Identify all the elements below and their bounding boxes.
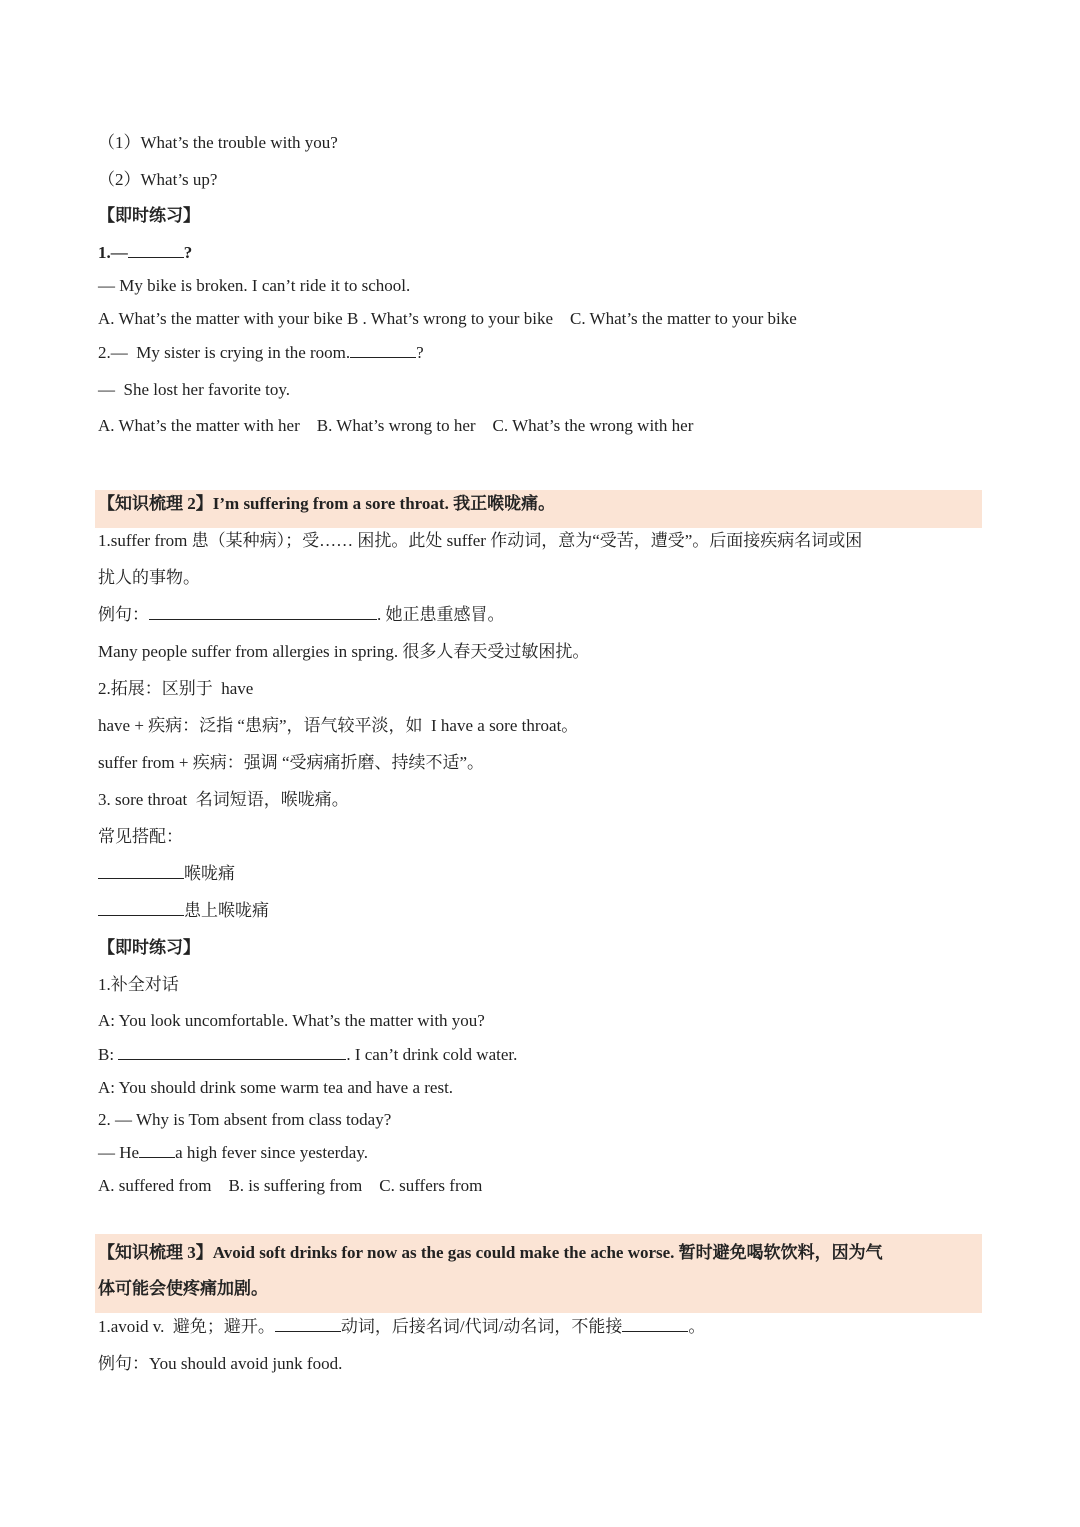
answer-blank (128, 241, 184, 258)
example-sentence-2: Many people suffer from allergies in spring. 很多人春天受过敏困扰。 (98, 642, 590, 661)
practice-2-question-2-answer (98, 1141, 368, 1165)
question-2-prefix: 2.— My sister is crying in the room. (98, 343, 351, 362)
answer-blank (118, 1043, 346, 1060)
question-1-options: A. What’s the matter with your bike B . What’s wrong to your bike C. What’s the matter to your bike (98, 309, 797, 328)
question-1-prefix: 1.— (98, 243, 128, 262)
answer-blank (275, 1315, 341, 1332)
dialog-b-suffix: . I can’t drink cold water. (346, 1045, 518, 1064)
answer-blank (98, 899, 184, 916)
q2-answer-suffix: a high fever since yesterday. (175, 1143, 368, 1162)
practice-heading-2: 【即时练习】 (98, 938, 200, 957)
collocation-2-text: 患上喉咙痛 (184, 901, 269, 920)
section-2-heading-band (95, 490, 982, 528)
question-2-options: A. What’s the matter with her B. What’s wrong to her C. What’s the wrong with her (98, 416, 694, 435)
example-suffix: . 她正患重感冒。 (377, 605, 505, 624)
section-2-point-1-line-2: 扰人的事物。 (98, 568, 200, 587)
section-3-point-1 (98, 1315, 705, 1339)
section-2-point-2: 2.拓展：区别于 have (98, 679, 254, 698)
practice-heading-1: 【即时练习】 (98, 206, 200, 225)
practice-2-question-2: 2. — Why is Tom absent from class today? (98, 1110, 392, 1129)
avoid-mid: 动词，后接名词/代词/动名词，不能接 (340, 1317, 623, 1336)
section-3-heading-line-1: 【知识梳理 3】Avoid soft drinks for now as the gas could make the ache worse. 暂时避免喝软饮料，因为气 (98, 1243, 883, 1262)
question-2-answer: — She lost her favorite toy. (98, 380, 290, 399)
answer-blank (149, 603, 377, 620)
section-3-heading-band (95, 1234, 982, 1313)
dialog-line-a2: A: You should drink some warm tea and have a rest. (98, 1078, 454, 1097)
practice-2-question-1-title: 1.补全对话 (98, 975, 179, 994)
question-1 (98, 241, 192, 265)
collocation-2 (98, 899, 269, 923)
section-3-heading-line-2: 体可能会使疼痛加剧。 (98, 1279, 268, 1298)
suffer-from-usage: suffer from + 疾病：强调 “受病痛折磨、持续不适”。 (98, 753, 485, 772)
section-2-heading: 【知识梳理 2】I’m suffering from a sore throat. 我正喉咙痛。 (98, 494, 556, 513)
question-2 (98, 341, 424, 365)
example-prefix: 例句： (98, 605, 149, 624)
question-1-suffix: ? (183, 243, 193, 262)
example-sentence (98, 603, 505, 627)
answer-blank (98, 862, 184, 879)
question-1-answer: — My bike is broken. I can’t ride it to school. (98, 276, 411, 295)
section-2-point-1-line-1: 1.suffer from 患（某种病）；受…… 困扰。此处 suffer 作动词，意为“受苦，遭受”。后面接疾病名词或困 (98, 531, 863, 550)
collocation-heading: 常见搭配： (98, 827, 183, 846)
practice-2-question-2-options: A. suffered from B. is suffering from C. suffers from (98, 1176, 483, 1195)
have-usage: have + 疾病：泛指 “患病”，语气较平淡，如 I have a sore throat。 (98, 716, 579, 735)
section-2-point-3: 3. sore throat 名词短语，喉咙痛。 (98, 790, 349, 809)
avoid-prefix: 1.avoid v. 避免；避开。 (98, 1317, 275, 1336)
dialog-line-a1: A: You look uncomfortable. What’s the matter with you? (98, 1011, 485, 1030)
question-2-suffix: ? (416, 343, 424, 362)
section-3-example: 例句：You should avoid junk food. (98, 1354, 343, 1373)
item-2: （2）What’s up? (98, 170, 218, 189)
collocation-1-text: 喉咙痛 (184, 864, 235, 883)
item-1: （1）What’s the trouble with you? (98, 133, 338, 152)
q2-answer-prefix: — He (98, 1143, 140, 1162)
collocation-1 (98, 862, 235, 886)
answer-blank (139, 1141, 175, 1158)
dialog-b-prefix: B: (98, 1045, 119, 1064)
answer-blank (350, 341, 416, 358)
dialog-line-b (98, 1043, 517, 1067)
avoid-suffix: 。 (688, 1317, 706, 1336)
answer-blank (622, 1315, 688, 1332)
